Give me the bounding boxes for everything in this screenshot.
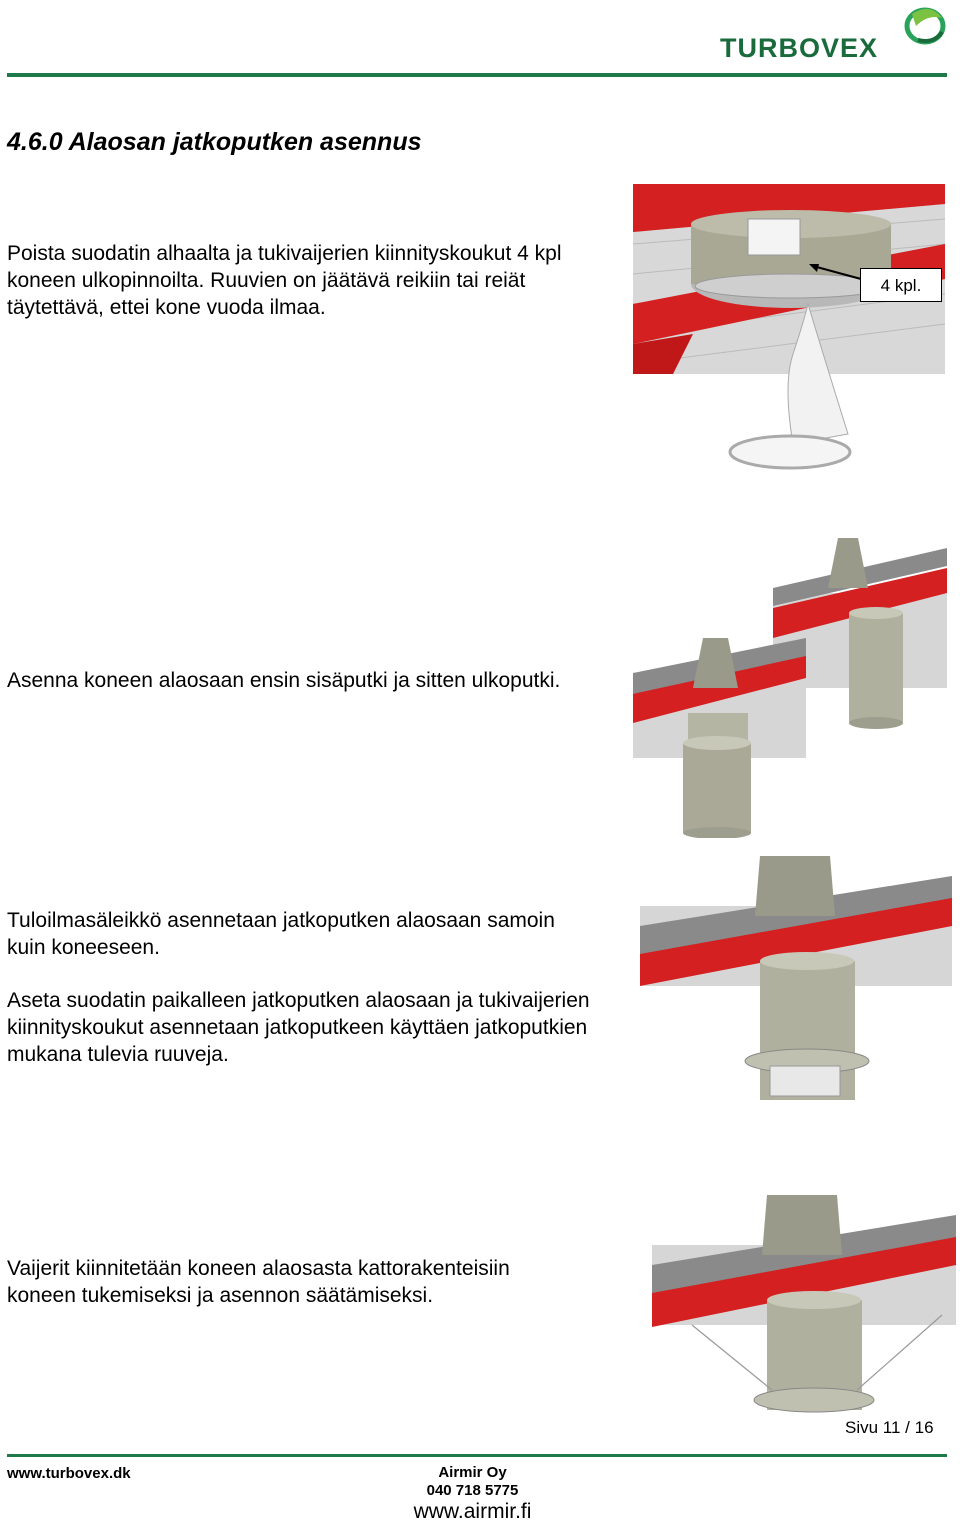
header-rule bbox=[7, 73, 947, 77]
footer-website[interactable]: www.airmir.fi bbox=[413, 1500, 532, 1523]
step-text: Asenna koneen alaosaan ensin sisäputki ja sitten ulkoputki. bbox=[7, 669, 561, 692]
footer-website-left[interactable]: www.turbovex.dk bbox=[7, 1465, 131, 1482]
company-name: Airmir Oy bbox=[438, 1464, 507, 1481]
figure-unit-filter-removal bbox=[633, 184, 945, 484]
company-phone: 040 718 5775 bbox=[426, 1482, 519, 1499]
figure-support-cables bbox=[652, 1195, 956, 1417]
step-text: Tuloilmasäleikkö asennetaan jatkoputken alaosaan samoin kuin koneeseen. bbox=[7, 909, 555, 959]
step-text: Aseta suodatin paikalleen jatkoputken alaosaan ja tukivaijerien kiinnityskoukut asennetaan jatkoputkeen käyttäen jatkoputkien mukana tulevia ruuveja. bbox=[7, 989, 590, 1066]
figure-inner-outer-pipe bbox=[633, 538, 947, 838]
callout-label: 4 kpl. bbox=[860, 268, 942, 302]
footer-rule bbox=[7, 1454, 947, 1457]
page-title: 4.6.0 Alaosan jatkoputken asennus bbox=[7, 128, 422, 156]
step-text: Vaijerit kiinnitetään koneen alaosasta kattorakenteisiin koneen tukemiseksi ja asennon säätämiseksi. bbox=[7, 1257, 510, 1307]
page-number: Sivu 11 / 16 bbox=[845, 1418, 934, 1437]
figure-grille-filter bbox=[640, 856, 952, 1100]
footer-company bbox=[380, 1464, 565, 1500]
logo-text: TURBOVEX bbox=[720, 33, 879, 63]
step-text: Poista suodatin alhaalta ja tukivaijerien kiinnityskoukut 4 kpl koneen ulkopinnoilta. Ruuvien on jäätävä reikiin tai reiät täytettävä, ettei kone vuoda ilmaa. bbox=[7, 242, 562, 319]
